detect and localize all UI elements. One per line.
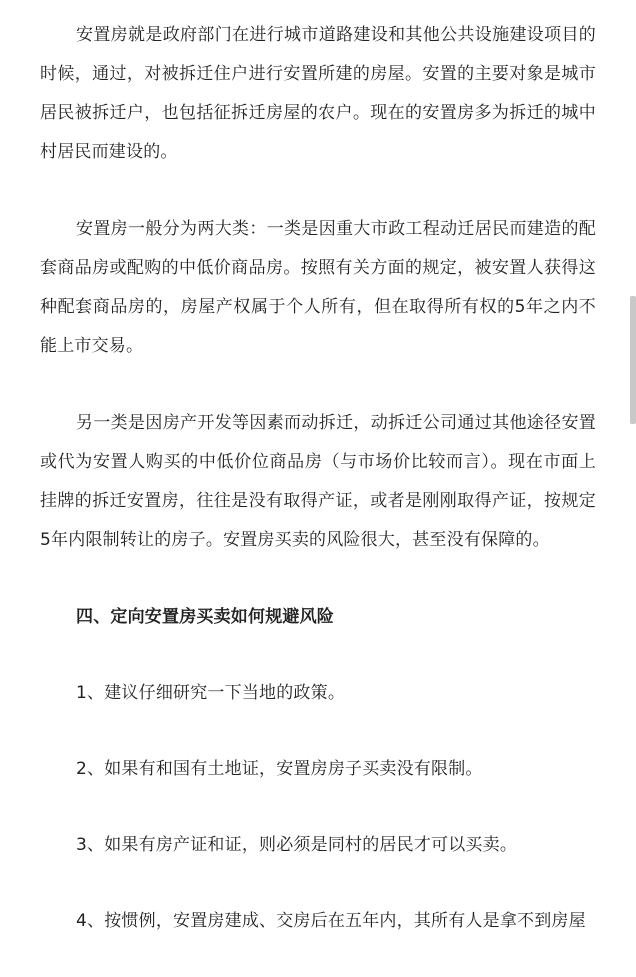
scrollbar-thumb[interactable]: [630, 296, 636, 424]
paragraph-spacer: [40, 713, 596, 750]
paragraph-category-one: 安置房一般分为两大类：一类是因重大市政工程动迁居民而建造的配套商品房或配购的中低价商品房。按照有关方面的规定，被安置人获得这种配套商品房的，房屋产权属于个人所有，但在取得所有权的5年之内不能上市交易。: [40, 219, 596, 356]
tip-item-2: 2、如果有和国有土地证，安置房房子买卖没有限制。: [76, 759, 483, 779]
paragraph-spacer: [40, 172, 596, 210]
paragraph-spacer: [40, 637, 596, 674]
paragraph-spacer: [40, 789, 596, 826]
paragraph-definition: 安置房就是政府部门在进行城市道路建设和其他公共设施建设项目的时候，通过，对被拆迁住户进行安置所建的房屋。安置的主要对象是城市居民被拆迁户，也包括征拆迁房屋的农户。现在的安置房多为拆迁的城中村居民而建设的。: [40, 25, 596, 162]
paragraph-spacer: [40, 366, 596, 404]
paragraph-spacer: [40, 560, 596, 598]
paragraph-category-two: 另一类是因房产开发等因素而动拆迁，动拆迁公司通过其他途径安置或代为安置人购买的中低价位商品房（与市场价比较而言）。现在市面上挂牌的拆迁安置房，往往是没有取得产证，或者是刚刚取得产证，按规定5年内限制转让的房子。安置房买卖的风险很大，甚至没有保障的。: [40, 413, 596, 550]
tip-item-4: 4、按惯例，安置房建成、交房后在五年内，其所有人是拿不到房屋: [76, 911, 586, 931]
tip-item-1: 1、建议仔细研究一下当地的政策。: [76, 683, 346, 703]
section-heading: 四、定向安置房买卖如何规避风险: [76, 607, 334, 627]
paragraph-spacer: [40, 865, 596, 902]
tip-item-3: 3、如果有房产证和证，则必须是同村的居民才可以买卖。: [76, 835, 518, 855]
article-body: [40, 16, 596, 941]
